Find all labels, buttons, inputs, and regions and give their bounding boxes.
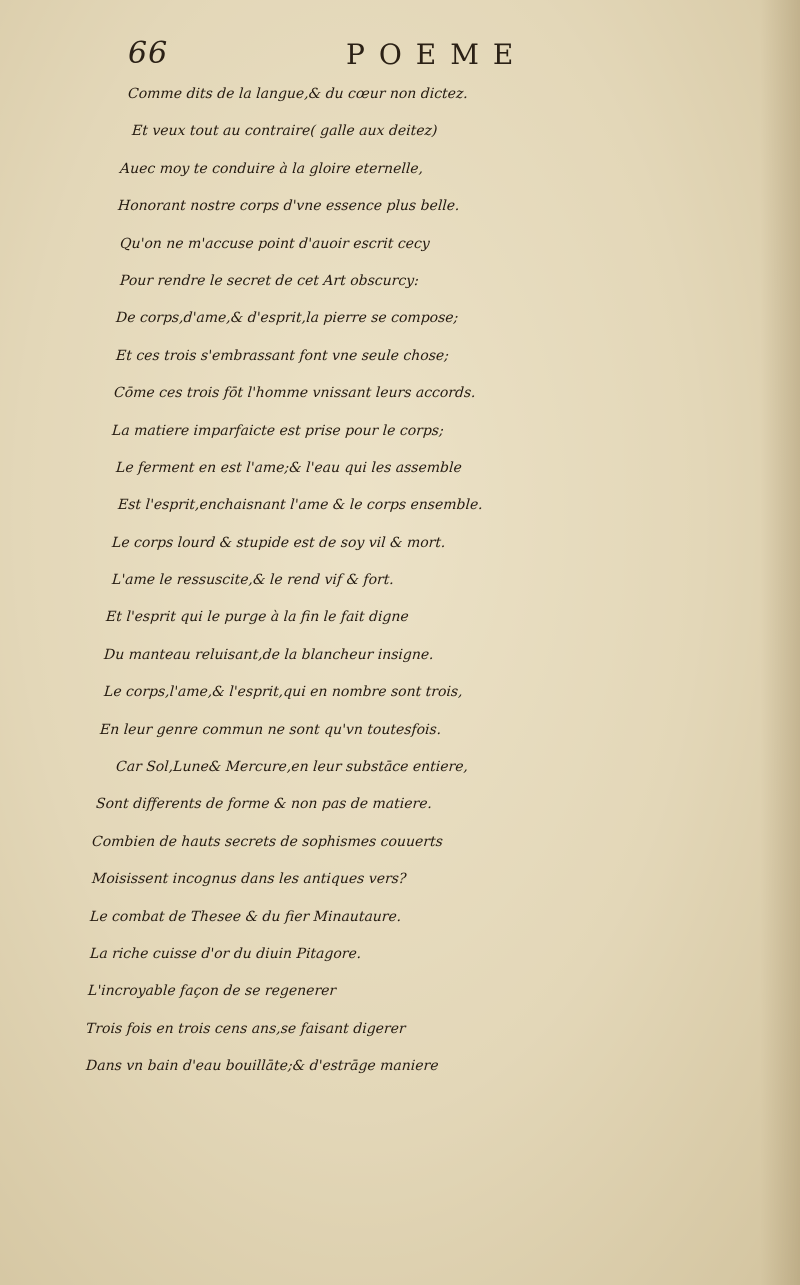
verse-line: L'incroyable façon de se regenerer — [87, 983, 337, 1000]
verse-line: Car Sol,Lune& Mercure,en leur substāce entiere, — [115, 759, 469, 776]
verse-line: Le ferment en est l'ame;& l'eau qui les assemble — [115, 459, 463, 476]
verse-line: En leur genre commun ne sont qu'vn toutesfois. — [99, 721, 442, 738]
verse-line: Sont differents de forme & non pas de matiere. — [95, 796, 433, 813]
verse-line: Trois fois en trois cens ans,se faisant digerer — [85, 1020, 407, 1037]
verse-line: Combien de hauts secrets de sophismes couuerts — [91, 833, 444, 850]
verse-line: Auec moy te conduire à la gloire eternelle, — [119, 160, 424, 177]
verse-line: Cōme ces trois fōt l'homme vnissant leurs accords. — [113, 385, 477, 402]
verse-line: Et l'esprit qui le purge à la fin le fait digne — [105, 609, 410, 626]
verse-line: Le combat de Thesee & du fier Minautaure. — [89, 908, 402, 925]
verse-line: Et veux tout au contraire( galle aux deitez) — [131, 123, 438, 140]
verse-line: Le corps lourd & stupide est de soy vil & mort. — [111, 534, 447, 551]
verse-line: La matiere imparfaicte est prise pour le corps; — [111, 422, 445, 439]
verse-line: Du manteau reluisant,de la blancheur insigne. — [103, 646, 435, 663]
verse-line: Moisissent incognus dans les antiques vers? — [91, 871, 407, 888]
verse-line: Est l'esprit,enchaisnant l'ame & le corps ensemble. — [117, 497, 484, 514]
verse-line: Et ces trois s'embrassant font vne seule chose; — [115, 347, 450, 364]
verse-line: Pour rendre le secret de cet Art obscurcy: — [119, 272, 420, 289]
verse-line: L'ame le ressuscite,& le rend vif & fort. — [111, 572, 395, 589]
verse-line: De corps,d'ame,& d'esprit,la pierre se compose; — [115, 310, 459, 327]
page-number: 66 — [128, 36, 169, 71]
verse-line: Dans vn bain d'eau bouillāte;& d'estrāge maniere — [85, 1058, 440, 1075]
verse-line: Comme dits de la langue,& du cœur non dictez. — [127, 86, 469, 102]
verse-line: Honorant nostre corps d'vne essence plus belle. — [117, 198, 461, 215]
verse-line: Le corps,l'ame,& l'esprit,qui en nombre sont trois, — [103, 684, 464, 701]
verse-line: Qu'on ne m'accuse point d'auoir escrit cecy — [119, 235, 431, 252]
running-head: POEME — [346, 38, 528, 71]
poem-text — [0, 76, 800, 1086]
verse-line: La riche cuisse d'or du diuin Pitagore. — [89, 945, 362, 962]
